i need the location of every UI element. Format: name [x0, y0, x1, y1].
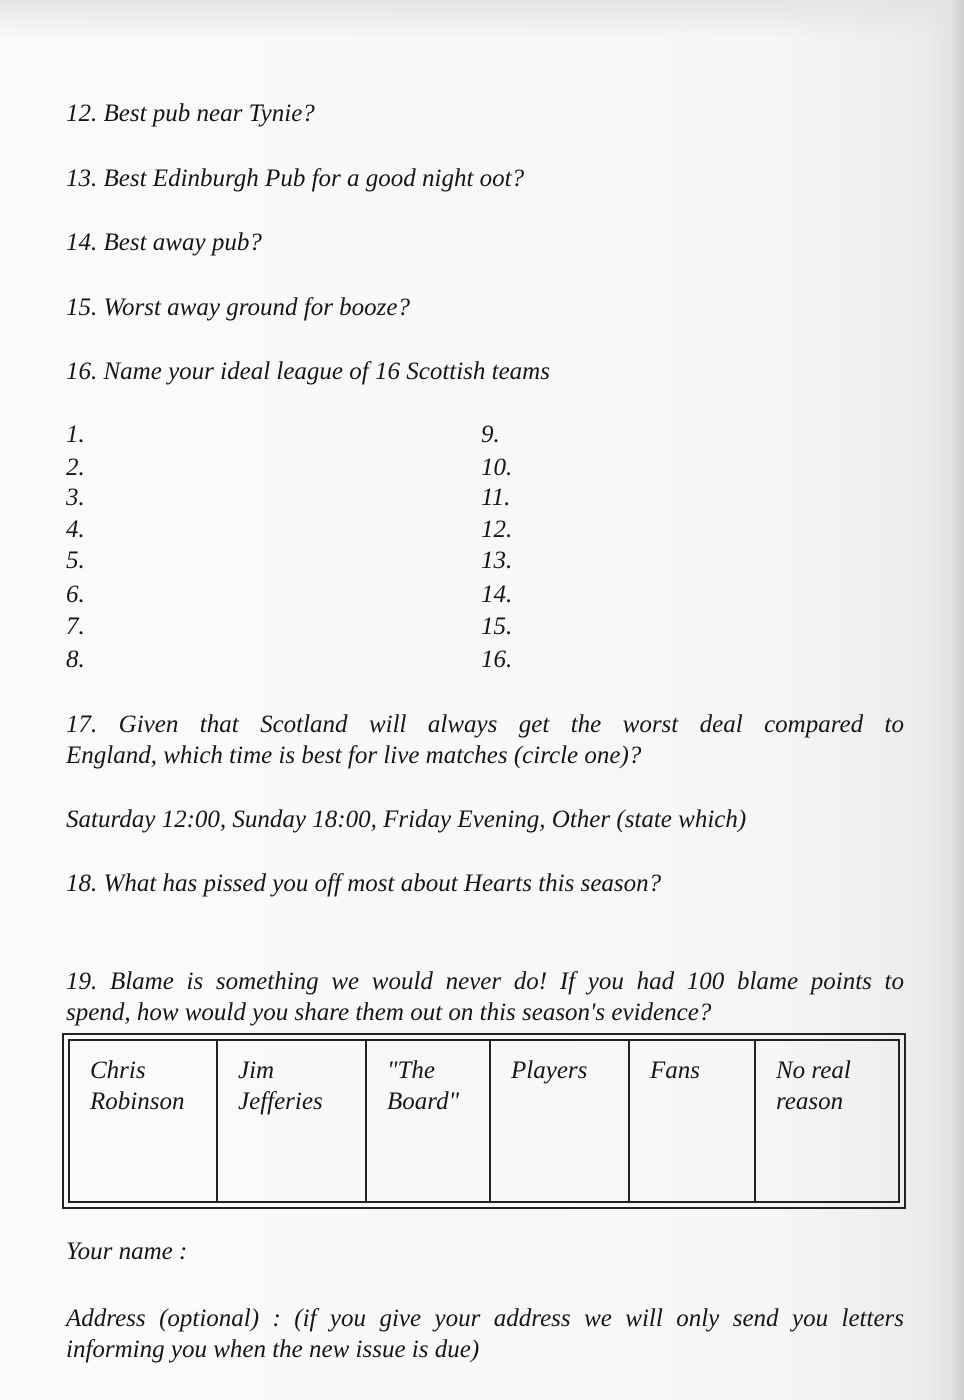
league-slot: 3. [66, 484, 85, 511]
question-17-options: Saturday 12:00, Sunday 18:00, Friday Evening, Other (state which) [66, 806, 747, 833]
league-slot: 12. [481, 516, 513, 543]
table-row [70, 1041, 898, 1201]
question-17-line1: 17. Given that Scotland will always get the worst deal compared to [66, 711, 904, 738]
league-slot: 9. [481, 421, 500, 448]
league-slot: 4. [66, 516, 85, 543]
question-17-line2: England, which time is best for live matches (circle one)? [66, 742, 642, 769]
league-slot: 6. [66, 581, 85, 608]
league-slot: 13. [481, 547, 513, 574]
league-slot: 16. [481, 646, 513, 673]
name-label: Your name : [66, 1238, 188, 1265]
league-slot: 8. [66, 646, 85, 673]
cell-label: Robinson [90, 1088, 185, 1115]
question-18: 18. What has pissed you off most about Hearts this season? [66, 870, 662, 897]
blame-cell-players[interactable] [490, 1041, 629, 1201]
cell-label: Fans [650, 1057, 700, 1084]
question-16: 16. Name your ideal league of 16 Scottish teams [66, 358, 550, 385]
league-slot: 10. [481, 454, 513, 481]
cell-label: Jefferies [238, 1088, 323, 1115]
cell-label: Players [511, 1057, 588, 1084]
blame-grid [70, 1041, 898, 1201]
address-line1: Address (optional) : (if you give your address we will only send you letters [66, 1305, 904, 1332]
blame-table [62, 1033, 906, 1209]
cell-label: No real [776, 1057, 851, 1084]
question-12: 12. Best pub near Tynie? [66, 100, 315, 127]
league-slot: 15. [481, 613, 513, 640]
blame-cell-fans[interactable] [629, 1041, 755, 1201]
league-slot: 1. [66, 421, 85, 448]
league-slot: 11. [481, 484, 511, 511]
question-19-line1: 19. Blame is something we would never do! If you had 100 blame points to [66, 968, 904, 995]
cell-label: Board" [387, 1088, 460, 1115]
cell-label: Jim [238, 1057, 275, 1084]
question-19-line2: spend, how would you share them out on this season's evidence? [66, 999, 712, 1026]
cell-label: "The [387, 1057, 435, 1084]
blame-cell-no-real-reason[interactable] [755, 1041, 898, 1201]
question-13: 13. Best Edinburgh Pub for a good night oot? [66, 165, 525, 192]
address-line2: informing you when the new issue is due) [66, 1336, 480, 1363]
scan-shadow [0, 0, 964, 40]
league-slot: 5. [66, 547, 85, 574]
cell-label: reason [776, 1088, 844, 1115]
question-15: 15. Worst away ground for booze? [66, 294, 411, 321]
blame-cell-the-board[interactable] [366, 1041, 490, 1201]
blame-table-inner-border [68, 1039, 900, 1203]
league-slot: 7. [66, 613, 85, 640]
blame-cell-chris-robinson[interactable] [70, 1041, 217, 1201]
question-14: 14. Best away pub? [66, 229, 262, 256]
league-slot: 2. [66, 454, 85, 481]
league-slot: 14. [481, 581, 513, 608]
page-spine [948, 0, 964, 1400]
cell-label: Chris [90, 1057, 146, 1084]
blame-cell-jim-jefferies[interactable] [217, 1041, 366, 1201]
